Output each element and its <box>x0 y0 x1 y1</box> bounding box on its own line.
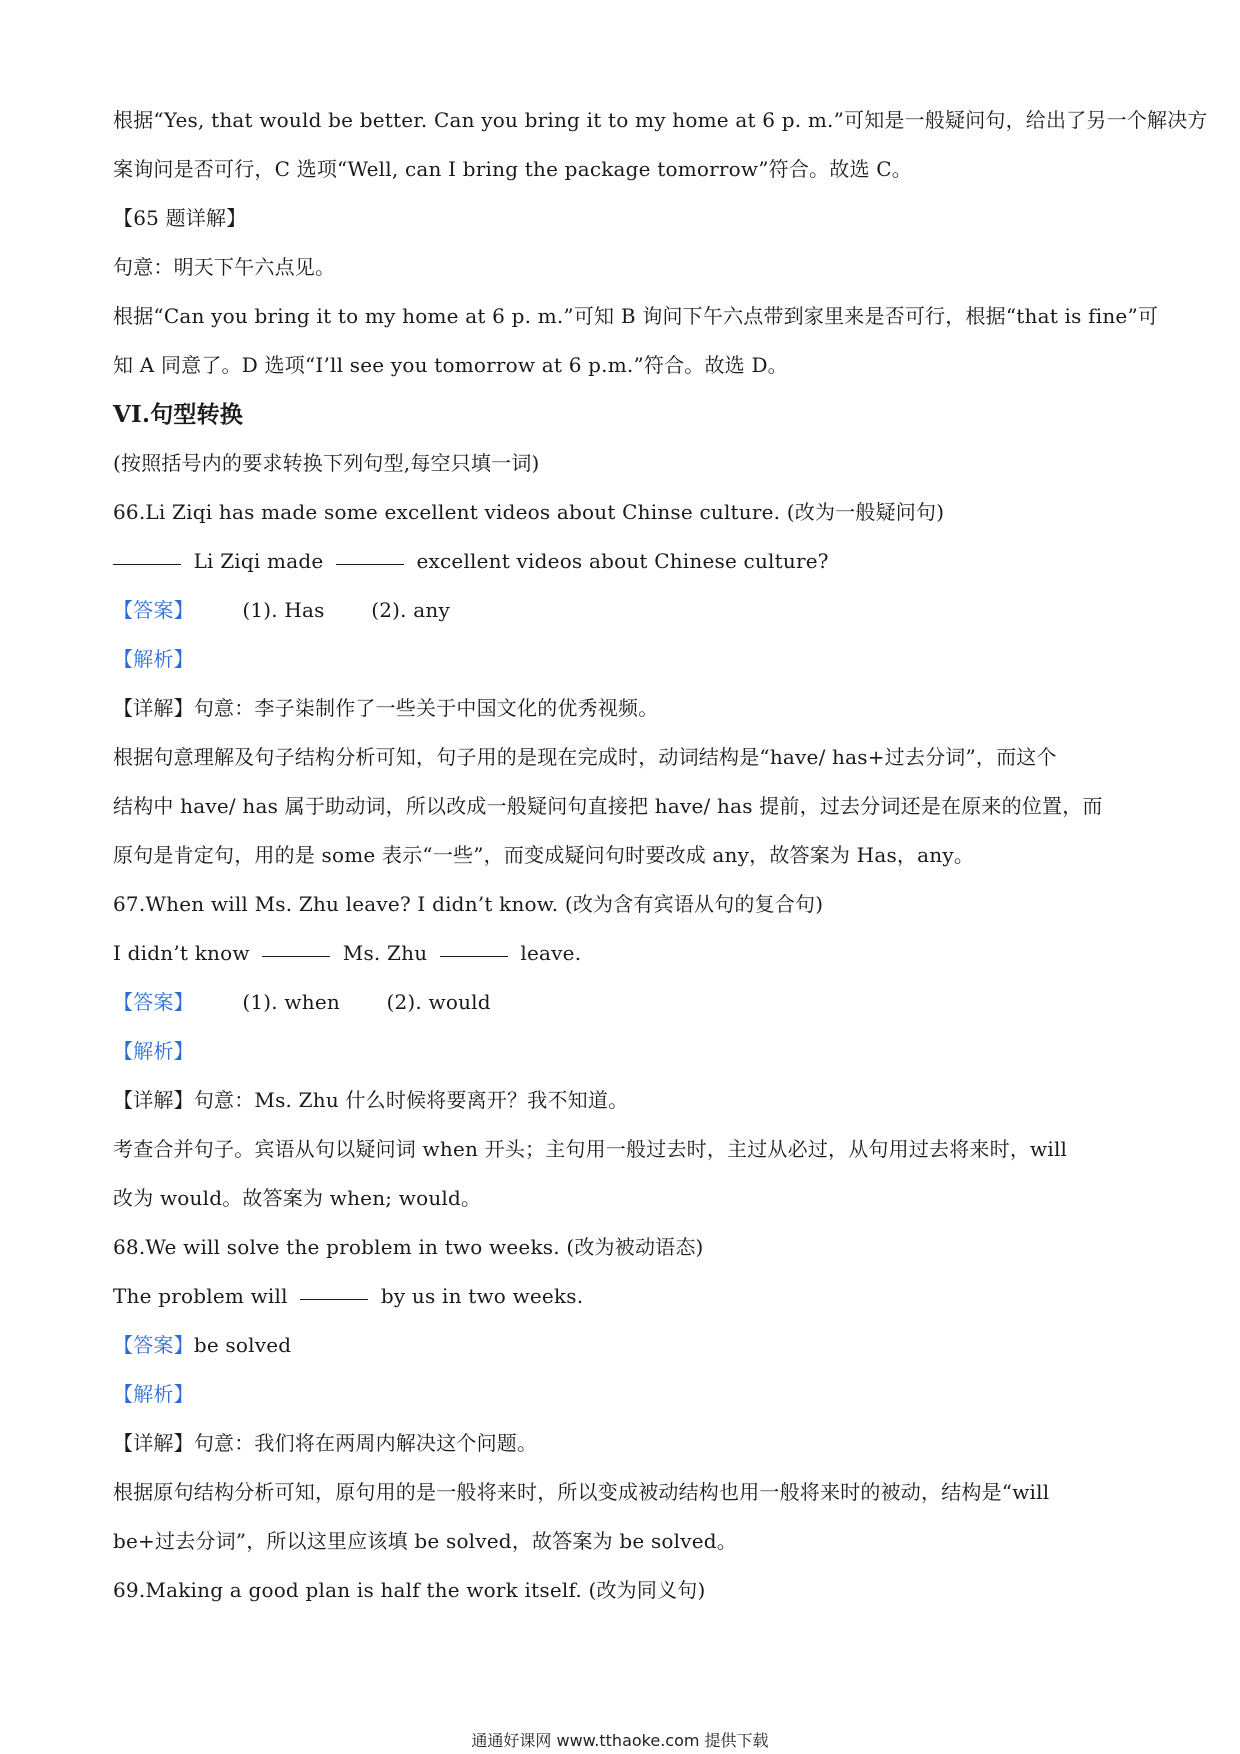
document-page <box>113 96 1208 1615</box>
analysis-label: 【解析】 <box>113 647 194 671</box>
q68-question: 68.We will solve the problem in two weeks. (改为被动语态) <box>113 1235 704 1259</box>
sentence-fragment: The problem will <box>113 1284 288 1308</box>
section-title: VI.句型转换 <box>113 401 244 428</box>
paragraph-line: 结构中 have/ has 属于助动词，所以改成一般疑问句直接把 have/ has 提前，过去分词还是在原来的位置，而 <box>113 794 1103 818</box>
paragraph-line: 改为 would。故答案为 when; would。 <box>113 1186 482 1210</box>
q66-answer <box>113 586 1133 635</box>
answer-blank <box>440 955 508 957</box>
paragraph-line: 根据“Yes, that would be better. Can you bring it to my home at 6 p. m.”可知是一般疑问句，给出了另一个解决方 <box>113 108 1208 132</box>
q66-blank-sentence <box>113 537 1133 586</box>
answer-label: 【答案】 <box>113 598 194 622</box>
q67-analysis <box>113 1027 1133 1076</box>
q67-detail <box>113 1076 1133 1125</box>
sentence-fragment: leave. <box>520 941 582 965</box>
q69-question: 69.Making a good plan is half the work itself. (改为同义句) <box>113 1578 706 1602</box>
paragraph-line: 根据“Can you bring it to my home at 6 p. m.”可知 B 询问下午六点带到家里来是否可行，根据“that is fine”可 <box>113 304 1159 328</box>
q68-answer <box>113 1321 1133 1370</box>
answer-blank <box>113 563 181 565</box>
paragraph-line: 原句是肯定句，用的是 some 表示“一些”，而变成疑问句时要改成 any，故答案为 Has，any。 <box>113 843 975 867</box>
paragraph-line: be+过去分词”，所以这里应该填 be solved，故答案为 be solved。 <box>113 1529 738 1553</box>
answer-blank <box>262 955 330 957</box>
q66-analysis <box>113 635 1133 684</box>
q68-meaning: 句意：我们将在两周内解决这个问题。 <box>193 1431 538 1455</box>
sentence-fragment: by us in two weeks. <box>380 1284 584 1308</box>
detail-label: 【详解】 <box>113 1431 194 1455</box>
section-instruction: (按照括号内的要求转换下列句型,每空只填一词) <box>113 451 540 475</box>
q65-meaning: 句意：明天下午六点见。 <box>113 255 336 279</box>
paragraph-line: 根据原句结构分析可知，原句用的是一般将来时，所以变成被动结构也用一般将来时的被动，结构是“will <box>113 1480 1050 1504</box>
analysis-label: 【解析】 <box>113 1382 194 1406</box>
q67-question: 67.When will Ms. Zhu leave? I didn’t know. (改为含有宾语从句的复合句) <box>113 892 824 916</box>
answer-blank <box>336 563 404 565</box>
q67-meaning: 句意：Ms. Zhu 什么时候将要离开？我不知道。 <box>193 1088 629 1112</box>
answer-1: (1). when <box>242 990 340 1014</box>
q66-question: 66.Li Ziqi has made some excellent videos about Chinse culture. (改为一般疑问句) <box>113 500 945 524</box>
answer-label: 【答案】 <box>113 1333 194 1357</box>
paragraph-line: 案询问是否可行，C 选项“Well, can I bring the package tomorrow”符合。故选 C。 <box>113 157 912 181</box>
sentence-fragment: excellent videos about Chinese culture? <box>416 549 829 573</box>
sentence-fragment: I didn’t know <box>113 941 250 965</box>
q67-blank-sentence <box>113 929 1133 978</box>
q66-detail <box>113 684 1133 733</box>
answer-2: (2). would <box>386 990 491 1014</box>
paragraph-line: 考查合并句子。宾语从句以疑问词 when 开头；主句用一般过去时，主过从必过，从句用过去将来时，will <box>113 1137 1068 1161</box>
answer-1: (1). Has <box>242 598 325 622</box>
answer-blank <box>300 1298 368 1300</box>
answer-label: 【答案】 <box>113 990 194 1014</box>
page-footer: 通通好课网 www.tthaoke.com 提供下载 <box>471 1731 769 1750</box>
q65-heading: 【65 题详解】 <box>113 206 247 230</box>
analysis-label: 【解析】 <box>113 1039 194 1063</box>
paragraph-line: 知 A 同意了。D 选项“I’ll see you tomorrow at 6 p.m.”符合。故选 D。 <box>113 353 788 377</box>
sentence-fragment: Li Ziqi made <box>193 549 324 573</box>
answer-text: be solved <box>193 1333 292 1357</box>
answer-2: (2). any <box>371 598 450 622</box>
q68-blank-sentence <box>113 1272 1133 1321</box>
paragraph-line: 根据句意理解及句子结构分析可知，句子用的是现在完成时，动词结构是“have/ has+过去分词”，而这个 <box>113 745 1057 769</box>
q67-answer <box>113 978 1133 1027</box>
q68-analysis <box>113 1370 1133 1419</box>
detail-label: 【详解】 <box>113 696 194 720</box>
sentence-fragment: Ms. Zhu <box>342 941 428 965</box>
q68-detail <box>113 1419 1133 1468</box>
detail-label: 【详解】 <box>113 1088 194 1112</box>
q66-meaning: 句意：李子柒制作了一些关于中国文化的优秀视频。 <box>193 696 659 720</box>
